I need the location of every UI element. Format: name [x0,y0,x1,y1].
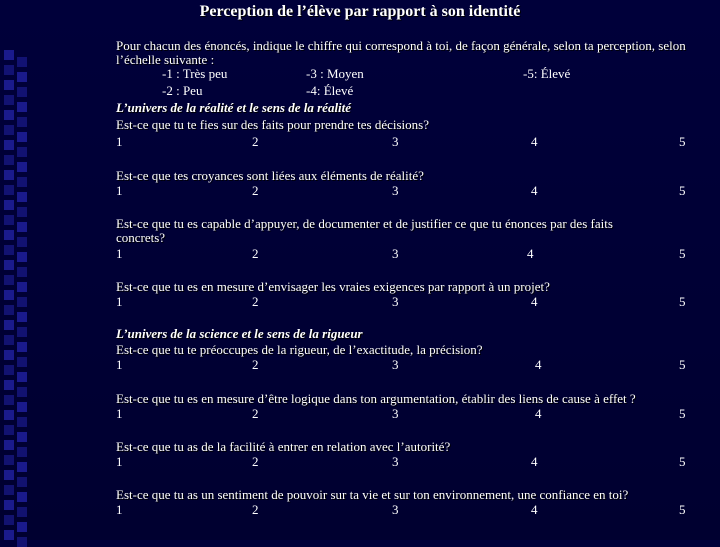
section-heading: L’univers de la science et le sens de la rigueur [116,326,363,341]
rating-option[interactable]: 4 [531,134,538,149]
rating-option[interactable]: 3 [392,454,399,469]
question: Est-ce que tes croyances sont liées aux éléments de réalité? [116,168,424,183]
decorative-square [4,245,14,255]
decorative-square [4,65,14,75]
decorative-square [17,222,27,232]
questionnaire [116,38,706,519]
decorative-square [17,132,27,142]
decorative-square [4,125,14,135]
legend-row-2 [116,84,706,100]
rating-option[interactable]: 1 [116,294,123,309]
legend-low: -2 : Peu [162,83,203,98]
legend-medium: -3 : Moyen [306,66,364,81]
rating-option[interactable]: 3 [392,502,399,517]
decorative-square [17,507,27,517]
rating-option[interactable]: 5 [679,357,686,372]
rating-option[interactable]: 5 [679,183,686,198]
rating-scale [116,247,706,263]
page-title: Perception de l’élève par rapport à son identité [199,3,521,20]
rating-scale [116,295,706,311]
rating-scale [116,358,706,374]
decorative-square [4,95,14,105]
question: Est-ce que tu es en mesure d’envisager les vraies exigences par rapport à un projet? [116,279,550,294]
decorative-square [4,200,14,210]
rating-option[interactable]: 5 [679,134,686,149]
decorative-square [4,410,14,420]
decorative-square [4,455,14,465]
decorative-square [17,417,27,427]
decorative-square [17,447,27,457]
rating-option[interactable]: 4 [531,294,538,309]
legend-row-1 [116,67,706,83]
rating-option[interactable]: 2 [252,183,259,198]
rating-option[interactable]: 5 [679,246,686,261]
decorative-square [4,320,14,330]
decorative-square [17,522,27,532]
question: Est-ce que tu te préoccupes de la rigueur, de l’exactitude, la précision? [116,342,483,357]
rating-option[interactable]: 4 [531,502,538,517]
decorative-square [4,440,14,450]
section-heading: L’univers de la réalité et le sens de la réalité [116,100,352,115]
decorative-square [17,102,27,112]
decorative-square [4,110,14,120]
rating-option[interactable]: 1 [116,246,123,261]
decorative-square [17,537,27,547]
rating-option[interactable]: 3 [392,183,399,198]
decorative-squares [0,0,30,540]
decorative-square [4,365,14,375]
rating-scale [116,503,706,519]
decorative-square [4,485,14,495]
rating-option[interactable]: 1 [116,454,123,469]
rating-scale [116,135,706,151]
decorative-square [4,155,14,165]
decorative-square [17,192,27,202]
decorative-square [17,282,27,292]
decorative-square [17,462,27,472]
rating-option[interactable]: 3 [392,134,399,149]
rating-option[interactable]: 3 [392,357,399,372]
decorative-square [17,492,27,502]
decorative-square [17,432,27,442]
rating-option[interactable]: 1 [116,357,123,372]
decorative-square [4,260,14,270]
decorative-square [4,500,14,510]
decorative-square [4,395,14,405]
decorative-square [17,267,27,277]
legend-very-low: -1 : Très peu [162,66,228,81]
decorative-square [17,252,27,262]
intro-text: Pour chacun des énoncés, indique le chiffre qui correspond à toi, de façon générale, selon ta perception, selon l’échelle suivante : [116,38,686,67]
decorative-square [17,57,27,67]
rating-option[interactable]: 4 [535,406,542,421]
question: Est-ce que tu as un sentiment de pouvoir sur ta vie et sur ton environnement, une confiance en toi? [116,487,629,502]
decorative-square [17,177,27,187]
rating-option[interactable]: 4 [527,246,534,261]
rating-option[interactable]: 2 [252,502,259,517]
decorative-square [17,357,27,367]
rating-scale [116,407,706,423]
question: Est-ce que tu te fies sur des faits pour prendre tes décisions? [116,117,429,132]
decorative-square [17,237,27,247]
rating-option[interactable]: 2 [252,357,259,372]
rating-option[interactable]: 2 [252,134,259,149]
decorative-square [4,215,14,225]
decorative-square [17,72,27,82]
decorative-square [17,477,27,487]
decorative-square [17,342,27,352]
decorative-square [4,140,14,150]
question: Est-ce que tu as de la facilité à entrer en relation avec l’autorité? [116,439,451,454]
decorative-square [4,350,14,360]
rating-option[interactable]: 1 [116,134,123,149]
rating-option[interactable]: 4 [535,357,542,372]
rating-option[interactable]: 5 [679,502,686,517]
rating-option[interactable]: 2 [252,294,259,309]
rating-option[interactable]: 1 [116,183,123,198]
decorative-square [4,185,14,195]
decorative-square [17,372,27,382]
decorative-square [4,290,14,300]
rating-scale [116,184,706,200]
decorative-square [4,80,14,90]
decorative-square [4,380,14,390]
decorative-square [17,117,27,127]
rating-option[interactable]: 2 [252,406,259,421]
decorative-square [4,335,14,345]
question: Est-ce que tu es capable d’appuyer, de documenter et de justifier ce que tu énonces par des faits concrets? [116,216,613,245]
decorative-square [4,530,14,540]
rating-option[interactable]: 1 [116,502,123,517]
decorative-square [4,170,14,180]
decorative-square [17,147,27,157]
rating-option[interactable]: 1 [116,406,123,421]
rating-option[interactable]: 4 [531,183,538,198]
rating-option[interactable]: 3 [392,246,399,261]
decorative-square [17,387,27,397]
rating-option[interactable]: 5 [679,294,686,309]
rating-option[interactable]: 3 [392,406,399,421]
decorative-square [17,87,27,97]
decorative-square [17,327,27,337]
decorative-square [17,402,27,412]
decorative-square [4,515,14,525]
decorative-square [4,50,14,60]
question: Est-ce que tu es en mesure d’être logique dans ton argumentation, établir des liens de cause à effet ? [116,391,636,406]
legend-high-4: -4: Élevé [306,83,354,98]
decorative-square [17,162,27,172]
rating-option[interactable]: 3 [392,294,399,309]
decorative-square [4,425,14,435]
decorative-square [17,312,27,322]
decorative-square [4,470,14,480]
decorative-square [17,207,27,217]
rating-option[interactable]: 2 [252,246,259,261]
decorative-square [4,305,14,315]
decorative-square [17,297,27,307]
rating-scale [116,455,706,471]
rating-option[interactable]: 4 [531,454,538,469]
rating-option[interactable]: 2 [252,454,259,469]
rating-option[interactable]: 5 [679,454,686,469]
decorative-square [4,230,14,240]
decorative-square [4,275,14,285]
rating-option[interactable]: 5 [679,406,686,421]
legend-high: -5: Élevé [523,66,571,81]
